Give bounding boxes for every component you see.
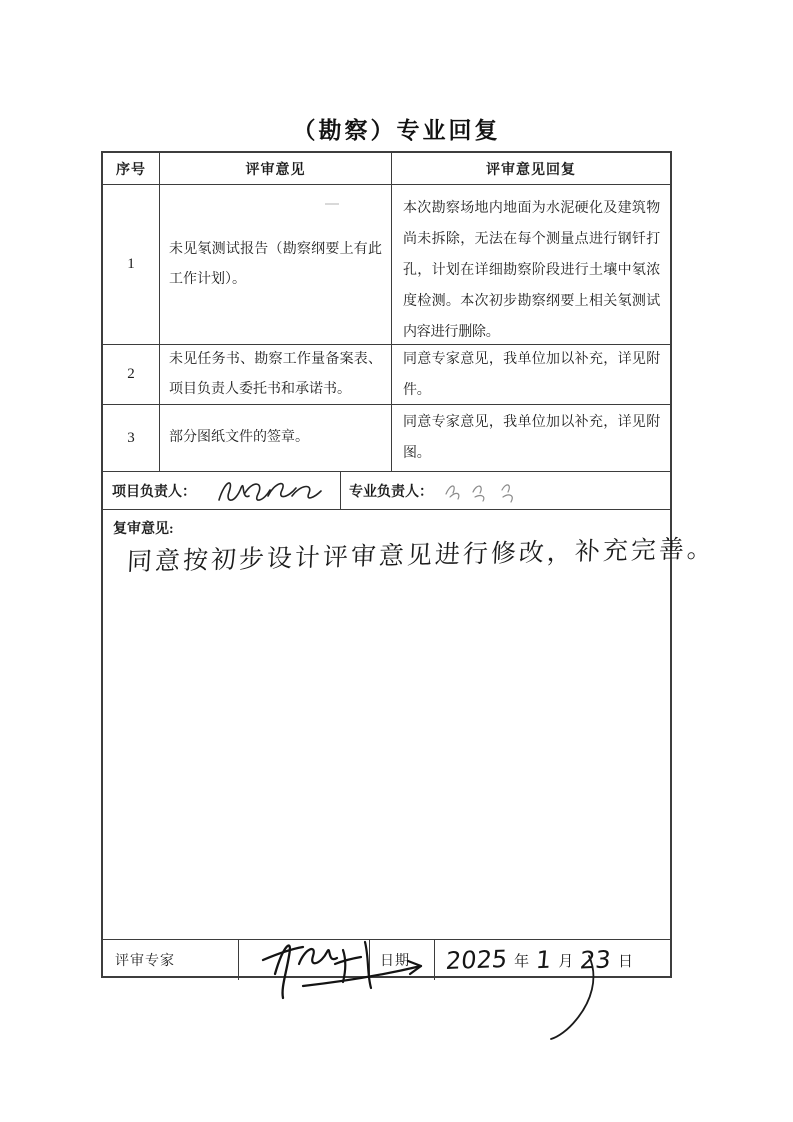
row3-reply: 同意专家意见，我单位加以补充，详见附图。 [403, 415, 660, 461]
table-header-row [103, 153, 670, 185]
project-leader-signature [211, 474, 329, 508]
re-review-cell [103, 510, 716, 939]
date-label: 日期 [370, 940, 435, 980]
header-opinion: 评审意见 [160, 153, 392, 184]
row1-index: 1 [103, 185, 160, 344]
row2-reply: 同意专家意见，我单位加以补充，详见附件。 [403, 351, 660, 398]
review-form-table [101, 151, 716, 978]
re-review-label: 复审意见: [113, 522, 174, 537]
date-day-suffix: 日 [617, 953, 633, 970]
header-reply: 评审意见回复 [486, 162, 576, 178]
row3-index: 3 [103, 405, 160, 471]
re-review-row [103, 510, 716, 940]
row2-index: 2 [103, 345, 160, 404]
professional-leader-label: 专业负责人： [349, 484, 433, 500]
table-row [103, 345, 670, 405]
expert-signature-cell [239, 940, 370, 980]
date-year-handwritten: 2025 [444, 944, 509, 976]
row1-opinion: 未见氡测试报告（勘察纲要上有此工作计划）。 [160, 185, 392, 344]
table-row [103, 405, 670, 472]
professional-leader-signature [439, 478, 529, 504]
table-row [103, 185, 670, 345]
expert-label: 评审专家 [103, 940, 239, 980]
date-cell [435, 940, 670, 980]
leaders-signoff-row [103, 472, 670, 510]
scan-artifact-dash [325, 203, 339, 205]
row1-reply: 本次勘察场地内地面为水泥硬化及建筑物尚未拆除，无法在每个测量点进行钢钎打孔，计划在详细勘察阶段进行土壤中氡浓度检测。本次初步勘察纲要上相关氡测试内容进行删除。 [403, 201, 660, 340]
professional-leader-cell [341, 472, 670, 509]
expert-date-row [103, 940, 670, 980]
date-month-handwritten: 1 [534, 945, 553, 975]
date-value [444, 944, 633, 976]
date-month-suffix: 月 [558, 953, 574, 970]
date-day-handwritten: 23 [579, 945, 613, 975]
date-year-suffix: 年 [514, 953, 530, 970]
re-review-handwritten-text: 同意按初步设计评审意见进行修改，补充完善。 [126, 533, 716, 577]
row3-opinion: 部分图纸文件的签章。 [160, 405, 392, 471]
project-leader-cell [103, 472, 341, 509]
project-leader-label: 项目负责人： [112, 484, 196, 500]
page-title: （勘察）专业回复 [292, 117, 501, 143]
row2-opinion: 未见任务书、勘察工作量备案表、项目负责人委托书和承诺书。 [160, 345, 392, 404]
header-index: 序号 [103, 153, 160, 184]
